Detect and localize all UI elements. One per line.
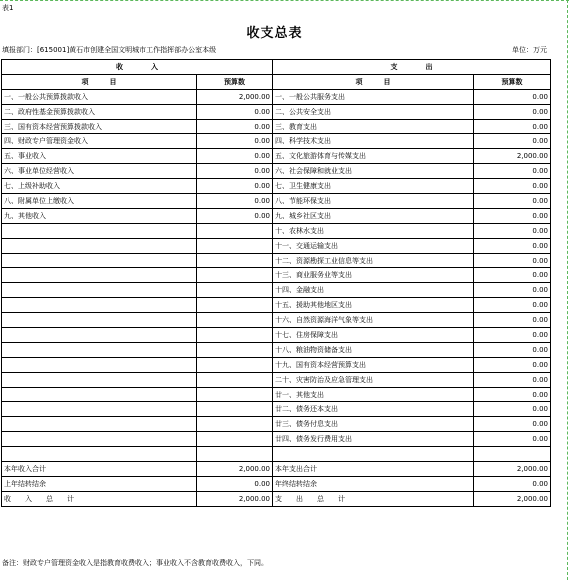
expense-budget-cell[interactable]: 0.00: [474, 476, 551, 491]
expense-budget-cell[interactable]: 0.00: [474, 104, 551, 119]
income-budget-cell[interactable]: [197, 268, 273, 283]
income-budget-cell[interactable]: 0.00: [197, 179, 273, 194]
table-row: [2, 119, 551, 134]
expense-budget-cell[interactable]: 0.00: [474, 268, 551, 283]
income-item-cell[interactable]: [2, 387, 197, 402]
expense-budget-cell[interactable]: 0.00: [474, 253, 551, 268]
expense-item-cell[interactable]: 十二、资源勘探工业信息等支出: [273, 253, 474, 268]
expense-budget-cell[interactable]: 0.00: [474, 179, 551, 194]
expense-item-cell[interactable]: 十六、自然资源海洋气象等支出: [273, 313, 474, 328]
expense-budget-cell[interactable]: 0.00: [474, 417, 551, 432]
expense-budget-cell[interactable]: 2,000.00: [474, 491, 551, 506]
table-row: [2, 298, 551, 313]
table-row: [2, 432, 551, 447]
expense-item-cell[interactable]: 二、公共安全支出: [273, 104, 474, 119]
expense-budget-cell[interactable]: [474, 447, 551, 462]
income-budget-cell[interactable]: [197, 223, 273, 238]
expense-budget-cell[interactable]: 0.00: [474, 372, 551, 387]
expense-budget-cell[interactable]: 2,000.00: [474, 149, 551, 164]
expense-budget-cell[interactable]: 0.00: [474, 89, 551, 104]
expense-item-cell[interactable]: 十七、住房保障支出: [273, 328, 474, 343]
income-budget-cell[interactable]: [197, 387, 273, 402]
expense-item-cell[interactable]: 支 出 总 计: [273, 491, 474, 506]
income-item-cell[interactable]: 三、国有资本经营预算拨款收入: [2, 119, 197, 134]
income-budget-cell[interactable]: [197, 447, 273, 462]
table-row: [2, 179, 551, 194]
table-row: [2, 268, 551, 283]
expense-budget-header[interactable]: 预算数: [474, 74, 551, 89]
income-item-cell[interactable]: [2, 238, 197, 253]
income-budget-cell[interactable]: 0.00: [197, 164, 273, 179]
income-budget-cell[interactable]: 2,000.00: [197, 462, 273, 477]
income-item-cell[interactable]: [2, 372, 197, 387]
page-break-right: [567, 0, 568, 580]
expense-item-cell[interactable]: 年终结转结余: [273, 476, 474, 491]
income-item-cell[interactable]: [2, 253, 197, 268]
income-budget-cell[interactable]: 0.00: [197, 134, 273, 149]
table-row: [2, 253, 551, 268]
column-header-row: [2, 74, 551, 89]
expense-budget-cell[interactable]: 0.00: [474, 194, 551, 209]
income-item-cell[interactable]: [2, 268, 197, 283]
budget-summary-table: [1, 59, 551, 507]
income-budget-cell[interactable]: 2,000.00: [197, 491, 273, 506]
income-budget-cell[interactable]: 0.00: [197, 104, 273, 119]
table-row: [2, 402, 551, 417]
table-row: [2, 208, 551, 223]
table-row: [2, 491, 551, 506]
expense-budget-cell[interactable]: 0.00: [474, 328, 551, 343]
reporting-department: 填报部门：[615001]黄石市创建全国文明城市工作指挥部办公室本级: [2, 46, 217, 54]
expense-item-cell[interactable]: 廿一、其他支出: [273, 387, 474, 402]
expense-item-cell[interactable]: 十五、援助其他地区支出: [273, 298, 474, 313]
expense-item-cell[interactable]: 九、城乡社区支出: [273, 208, 474, 223]
table-row: [2, 417, 551, 432]
table-row: [2, 89, 551, 104]
income-item-cell[interactable]: 二、政府性基金预算拨款收入: [2, 104, 197, 119]
expense-budget-cell[interactable]: 0.00: [474, 283, 551, 298]
expense-budget-cell[interactable]: 2,000.00: [474, 462, 551, 477]
income-budget-cell[interactable]: [197, 357, 273, 372]
table-row: [2, 387, 551, 402]
table-row: [2, 447, 551, 462]
expense-item-cell[interactable]: [273, 447, 474, 462]
table-row: [2, 357, 551, 372]
income-item-cell[interactable]: [2, 402, 197, 417]
expense-item-cell[interactable]: 三、教育支出: [273, 119, 474, 134]
expense-budget-cell[interactable]: 0.00: [474, 298, 551, 313]
table-row: [2, 476, 551, 491]
expense-item-cell[interactable]: 十、农林水支出: [273, 223, 474, 238]
expense-item-cell[interactable]: 十四、金融支出: [273, 283, 474, 298]
income-item-cell[interactable]: [2, 298, 197, 313]
expense-item-cell[interactable]: 八、节能环保支出: [273, 194, 474, 209]
expense-item-cell[interactable]: 四、科学技术支出: [273, 134, 474, 149]
table-row: [2, 283, 551, 298]
page-break-top: [0, 0, 569, 1]
expense-item-header[interactable]: 项 目: [273, 74, 474, 89]
table-row: [2, 223, 551, 238]
income-header[interactable]: 收 入: [2, 60, 273, 75]
unit-info-row: [2, 45, 547, 55]
income-item-cell[interactable]: [2, 223, 197, 238]
income-item-cell[interactable]: 四、财政专户管理资金收入: [2, 134, 197, 149]
expense-item-cell[interactable]: 廿四、债务发行费用支出: [273, 432, 474, 447]
expense-item-cell[interactable]: 廿二、债务还本支出: [273, 402, 474, 417]
section-header-row: [2, 60, 551, 75]
expense-budget-cell[interactable]: 0.00: [474, 357, 551, 372]
expense-budget-cell[interactable]: 0.00: [474, 238, 551, 253]
income-item-cell[interactable]: 五、事业收入: [2, 149, 197, 164]
income-item-cell[interactable]: 八、附属单位上缴收入: [2, 194, 197, 209]
income-budget-cell[interactable]: 2,000.00: [197, 89, 273, 104]
income-item-cell[interactable]: [2, 432, 197, 447]
income-budget-cell[interactable]: 0.00: [197, 119, 273, 134]
expense-item-cell[interactable]: 十一、交通运输支出: [273, 238, 474, 253]
expense-item-cell[interactable]: 十九、国有资本经营预算支出: [273, 357, 474, 372]
income-budget-cell[interactable]: [197, 417, 273, 432]
expense-item-cell[interactable]: 五、文化旅游体育与传媒支出: [273, 149, 474, 164]
income-item-cell[interactable]: [2, 313, 197, 328]
income-budget-cell[interactable]: [197, 283, 273, 298]
expense-item-cell[interactable]: 本年支出合计: [273, 462, 474, 477]
table-row: [2, 194, 551, 209]
currency-unit: 单位：万元: [512, 46, 547, 54]
income-budget-cell[interactable]: 0.00: [197, 149, 273, 164]
income-budget-cell[interactable]: 0.00: [197, 194, 273, 209]
table-row: [2, 328, 551, 343]
income-budget-cell[interactable]: [197, 402, 273, 417]
income-budget-cell[interactable]: [197, 253, 273, 268]
income-item-header[interactable]: 项 目: [2, 74, 197, 89]
income-budget-cell[interactable]: [197, 432, 273, 447]
expense-header[interactable]: 支 出: [273, 60, 551, 75]
income-item-cell[interactable]: [2, 447, 197, 462]
table-row: [2, 164, 551, 179]
expense-item-cell[interactable]: 十三、商业服务业等支出: [273, 268, 474, 283]
expense-budget-cell[interactable]: 0.00: [474, 134, 551, 149]
income-item-cell[interactable]: 七、上级补助收入: [2, 179, 197, 194]
income-item-cell[interactable]: [2, 342, 197, 357]
income-item-cell[interactable]: [2, 283, 197, 298]
table-row: [2, 313, 551, 328]
income-item-cell[interactable]: [2, 417, 197, 432]
income-item-cell[interactable]: [2, 328, 197, 343]
table-row: [2, 342, 551, 357]
income-budget-header[interactable]: 预算数: [197, 74, 273, 89]
income-budget-cell[interactable]: [197, 342, 273, 357]
expense-item-cell[interactable]: 二十、灾害防治及应急管理支出: [273, 372, 474, 387]
income-budget-cell[interactable]: [197, 313, 273, 328]
income-budget-cell[interactable]: 0.00: [197, 208, 273, 223]
expense-budget-cell[interactable]: 0.00: [474, 223, 551, 238]
income-budget-cell[interactable]: [197, 298, 273, 313]
table-row: [2, 134, 551, 149]
expense-budget-cell[interactable]: 0.00: [474, 164, 551, 179]
expense-budget-cell[interactable]: 0.00: [474, 313, 551, 328]
expense-budget-cell[interactable]: 0.00: [474, 432, 551, 447]
income-budget-cell[interactable]: 0.00: [197, 476, 273, 491]
expense-item-cell[interactable]: 十八、粮油物资储备支出: [273, 342, 474, 357]
table-row: [2, 462, 551, 477]
income-budget-cell[interactable]: [197, 372, 273, 387]
expense-budget-cell[interactable]: 0.00: [474, 119, 551, 134]
table-row: [2, 149, 551, 164]
sheet-label: 表1: [2, 4, 14, 12]
expense-budget-cell[interactable]: 0.00: [474, 402, 551, 417]
expense-budget-cell[interactable]: 0.00: [474, 342, 551, 357]
income-item-cell[interactable]: 六、事业单位经营收入: [2, 164, 197, 179]
table-row: [2, 104, 551, 119]
income-item-cell[interactable]: 收 入 总 计: [2, 491, 197, 506]
expense-item-cell[interactable]: 六、社会保障和就业支出: [273, 164, 474, 179]
expense-item-cell[interactable]: 廿三、债务付息支出: [273, 417, 474, 432]
page-title: 收支总表: [246, 26, 303, 41]
footnote: 备注：财政专户管理资金收入是指教育收费收入；事业收入不含教育收费收入，下同。: [2, 559, 268, 567]
income-budget-cell[interactable]: [197, 238, 273, 253]
income-budget-cell[interactable]: [197, 328, 273, 343]
income-item-cell[interactable]: 九、其他收入: [2, 208, 197, 223]
expense-budget-cell[interactable]: 0.00: [474, 387, 551, 402]
table-row: [2, 372, 551, 387]
expense-item-cell[interactable]: 一、一般公共服务支出: [273, 89, 474, 104]
income-item-cell[interactable]: 一、一般公共预算拨款收入: [2, 89, 197, 104]
expense-budget-cell[interactable]: 0.00: [474, 208, 551, 223]
income-item-cell[interactable]: 上年结转结余: [2, 476, 197, 491]
income-item-cell[interactable]: [2, 357, 197, 372]
expense-item-cell[interactable]: 七、卫生健康支出: [273, 179, 474, 194]
income-item-cell[interactable]: 本年收入合计: [2, 462, 197, 477]
table-row: [2, 238, 551, 253]
